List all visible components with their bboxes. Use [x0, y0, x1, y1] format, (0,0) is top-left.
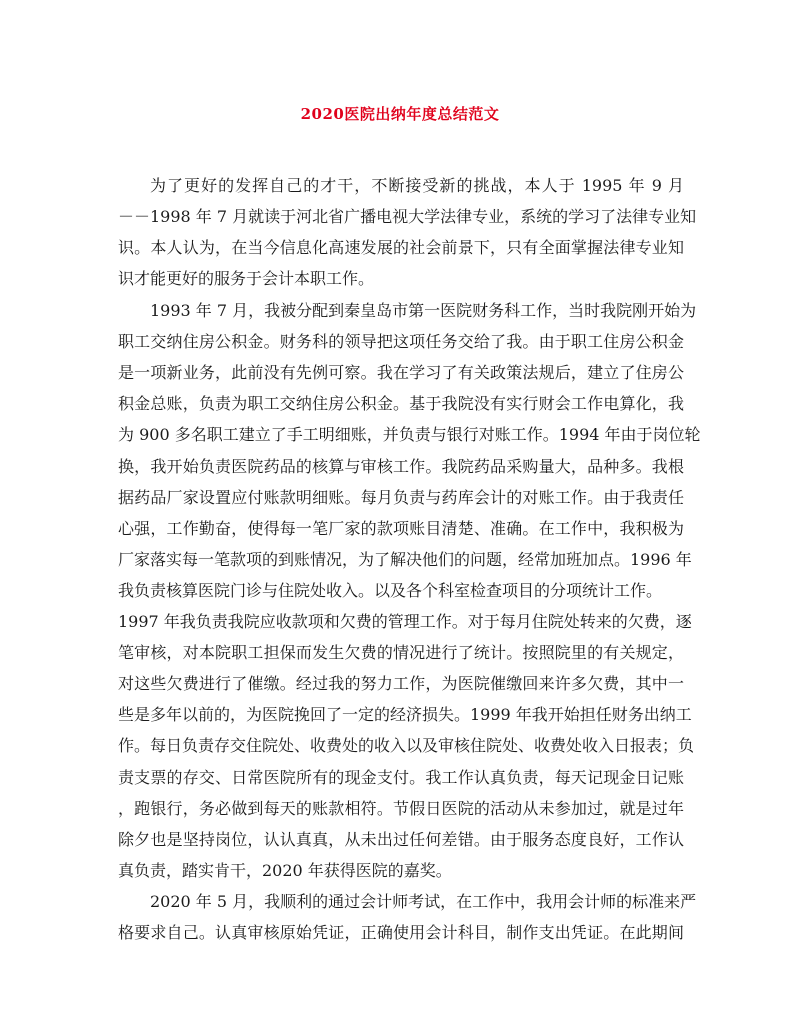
- text-line: 识才能更好的服务于会计本职工作。: [118, 269, 375, 288]
- text-line: 据药品厂家设置应付账款明细账。每月负责与药库会计的对账工作。由于我责任: [118, 488, 684, 507]
- text-line: －－1998 年 7 月就读于河北省广播电视大学法律专业，系统的学习了法律专业知: [118, 207, 697, 226]
- text-line: 厂家落实每一笔款项的到账情况，为了解决他们的问题，经常加班加点。1996 年: [118, 550, 692, 569]
- text-line: 对这些欠费进行了催缴。经过我的努力工作，为医院催缴回来许多欠费，其中一: [118, 674, 684, 693]
- text-line: 换，我开始负责医院药品的核算与审核工作。我院药品采购量大，品种多。我根: [118, 457, 684, 476]
- text-line: 为了更好的发挥自己的才干，不断接受新的挑战，本人于 1995 年 9 月: [150, 176, 684, 195]
- text-line: 笔审核，对本院职工担保而发生欠费的情况进行了统计。按照院里的有关规定，: [118, 643, 684, 662]
- document-title: 2020医院出纳年度总结范文: [300, 105, 500, 123]
- text-line: 格要求自己。认真审核原始凭证，正确使用会计科目，制作支出凭证。在此期间: [118, 923, 684, 942]
- text-line: 为 900 多名职工建立了手工明细账，并负责与银行对账工作。1994 年由于岗位轮: [118, 425, 701, 444]
- text-line: 1993 年 7 月，我被分配到秦皇岛市第一医院财务科工作，当时我院刚开始为: [150, 301, 697, 320]
- text-line: 积金总账，负责为职工交纳住房公积金。基于我院没有实行财会工作电算化，我: [118, 394, 684, 413]
- text-line: 1997 年我负责我院应收款项和欠费的管理工作。对于每月住院处转来的欠费，逐: [118, 612, 692, 631]
- text-line: ，跑银行，务必做到每天的账款相符。节假日医院的活动从未参加过，就是过年: [118, 799, 684, 818]
- text-line: 2020 年 5 月，我顺利的通过会计师考试，在工作中，我用会计师的标准来严: [150, 892, 697, 911]
- text-line: 除夕也是坚持岗位，认认真真，从未出过任何差错。由于服务态度良好，工作认: [118, 830, 684, 849]
- text-line: 心强，工作勤奋，使得每一笔厂家的款项账目清楚、准确。在工作中，我积极为: [118, 519, 684, 538]
- text-line: 职工交纳住房公积金。财务科的领导把这项任务交给了我。由于职工住房公积金: [118, 332, 684, 351]
- text-line: 我负责核算医院门诊与住院处收入。以及各个科室检查项目的分项统计工作。: [118, 581, 663, 600]
- text-line: 责支票的存交、日常医院所有的现金支付。我工作认真负责，每天记现金日记账: [118, 768, 684, 787]
- text-line: 些是多年以前的，为医院挽回了一定的经济损失。1999 年我开始担任财务出纳工: [118, 705, 692, 724]
- text-line: 是一项新业务，此前没有先例可察。我在学习了有关政策法规后，建立了住房公: [118, 363, 684, 382]
- text-line: 真负责，踏实肯干，2020 年获得医院的嘉奖。: [118, 861, 452, 880]
- text-line: 识。本人认为，在当今信息化高速发展的社会前景下，只有全面掌握法律专业知: [118, 238, 684, 257]
- text-line: 作。每日负责存交住院处、收费处的收入以及审核住院处、收费处收入日报表；负: [118, 736, 695, 755]
